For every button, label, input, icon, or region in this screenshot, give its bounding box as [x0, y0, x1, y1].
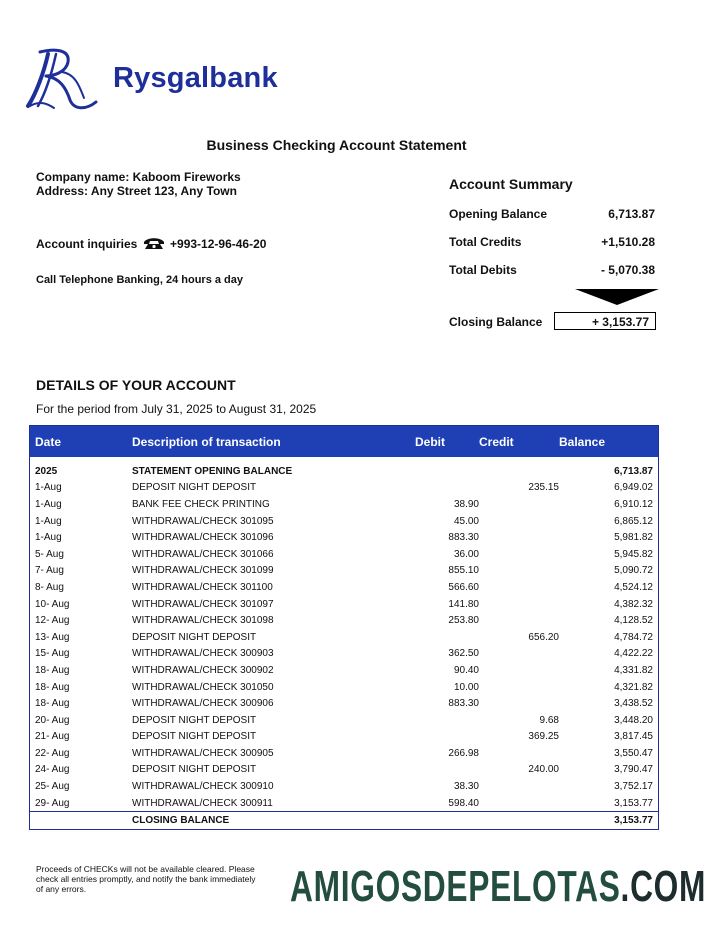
- row-debit: 253.80: [448, 615, 479, 627]
- watermark-main: AMIGOSDEPELOTAS: [290, 862, 621, 911]
- row-date: 20- Aug: [35, 714, 70, 726]
- account-summary-title: Account Summary: [449, 176, 573, 192]
- row-credit: [479, 795, 559, 812]
- table-row: [30, 612, 659, 629]
- row-debit: 362.50: [448, 648, 479, 660]
- row-description: WITHDRAWAL/CHECK 300906: [132, 698, 274, 710]
- row-description: DEPOSIT NIGHT DEPOSIT: [132, 731, 257, 743]
- closing-balance-value: + 3,153.77: [554, 312, 656, 330]
- watermark-suffix: .COM: [620, 862, 706, 911]
- row-date: 18- Aug: [35, 681, 70, 693]
- row-date: 5- Aug: [35, 548, 64, 560]
- table-row: [30, 563, 659, 580]
- row-credit: [479, 662, 559, 679]
- row-debit: 38.90: [453, 498, 479, 510]
- row-date: 22- Aug: [35, 747, 70, 759]
- row-credit: [479, 679, 559, 696]
- row-description: WITHDRAWAL/CHECK 301096: [132, 532, 274, 544]
- statement-title: Business Checking Account Statement: [206, 137, 467, 153]
- header-debit: Debit: [415, 426, 479, 458]
- row-debit: [415, 629, 479, 646]
- row-date: 1-Aug: [35, 482, 62, 494]
- row-date: 2025: [35, 465, 58, 477]
- bank-name: Rysgalbank: [113, 62, 278, 94]
- footnote: Proceeds of CHECKs will not be available cleared. Please check all entries promptly, and notify the bank immediately of any errors.: [36, 864, 256, 894]
- total-debits-label: Total Debits: [449, 263, 517, 277]
- bank-logo-icon: [26, 48, 102, 112]
- row-credit: [479, 812, 559, 830]
- table-row: [30, 762, 659, 779]
- row-credit: [479, 529, 559, 546]
- telebanking-note: Call Telephone Banking, 24 hours a day: [36, 274, 244, 286]
- row-description: DEPOSIT NIGHT DEPOSIT: [132, 764, 257, 776]
- row-description: WITHDRAWAL/CHECK 301099: [132, 565, 274, 577]
- table-header-row: [30, 426, 659, 458]
- row-description: DEPOSIT NIGHT DEPOSIT: [132, 482, 257, 494]
- row-description: WITHDRAWAL/CHECK 300910: [132, 781, 274, 793]
- row-debit: [415, 729, 479, 746]
- closing-balance-row: [30, 812, 659, 830]
- table-row: [30, 795, 659, 812]
- row-credit: [479, 778, 559, 795]
- row-description: CLOSING BALANCE: [132, 812, 415, 830]
- row-debit: 566.60: [448, 581, 479, 593]
- row-date: 7- Aug: [35, 565, 64, 577]
- row-date: 12- Aug: [35, 615, 70, 627]
- row-balance: 5,945.82: [614, 548, 653, 560]
- row-balance: 3,550.47: [614, 747, 653, 759]
- statement-period: For the period from July 31, 2025 to August 31, 2025: [36, 402, 317, 416]
- table-row: [30, 646, 659, 663]
- table-row: [30, 662, 659, 679]
- row-description: WITHDRAWAL/CHECK 300905: [132, 747, 274, 759]
- row-debit: 38.30: [453, 781, 479, 793]
- row-debit: 10.00: [453, 681, 479, 693]
- table-row: [30, 546, 659, 563]
- table-row: [30, 778, 659, 795]
- row-balance: 3,438.52: [614, 698, 653, 710]
- row-balance: 3,153.77: [614, 797, 653, 809]
- total-credits-label: Total Credits: [449, 235, 522, 249]
- row-description: WITHDRAWAL/CHECK 300902: [132, 664, 274, 676]
- row-date: 18- Aug: [35, 664, 70, 676]
- row-description: WITHDRAWAL/CHECK 300903: [132, 648, 274, 660]
- row-description: DEPOSIT NIGHT DEPOSIT: [132, 631, 257, 643]
- row-date: 21- Aug: [35, 731, 70, 743]
- row-balance: 4,524.12: [614, 581, 653, 593]
- table-row: [30, 629, 659, 646]
- row-description: STATEMENT OPENING BALANCE: [132, 465, 293, 477]
- table-row: [30, 695, 659, 712]
- row-balance: 3,448.20: [614, 714, 653, 726]
- row-date: 8- Aug: [35, 581, 64, 593]
- row-description: DEPOSIT NIGHT DEPOSIT: [132, 714, 257, 726]
- opening-balance-value: 6,713.87: [608, 207, 655, 221]
- row-balance: 3,817.45: [614, 731, 653, 743]
- table-row: [30, 679, 659, 696]
- row-date: 15- Aug: [35, 648, 70, 660]
- row-balance: 6,910.12: [614, 498, 653, 510]
- table-row: [30, 496, 659, 513]
- row-credit: [479, 563, 559, 580]
- total-debits-value: - 5,070.38: [600, 263, 655, 277]
- row-credit: 369.25: [528, 731, 559, 743]
- row-balance: 5,090.72: [614, 565, 653, 577]
- row-credit: 9.68: [539, 714, 559, 726]
- row-description: WITHDRAWAL/CHECK 301095: [132, 515, 274, 527]
- row-description: WITHDRAWAL/CHECK 301050: [132, 681, 274, 693]
- details-title: DETAILS OF YOUR ACCOUNT: [36, 377, 236, 393]
- row-credit: 656.20: [528, 631, 559, 643]
- watermark: [290, 862, 706, 912]
- row-balance: 3,153.77: [559, 812, 659, 830]
- row-debit: 36.00: [453, 548, 479, 560]
- row-balance: 6,713.87: [614, 465, 653, 477]
- table-row: [30, 529, 659, 546]
- row-balance: 6,865.12: [614, 515, 653, 527]
- row-description: WITHDRAWAL/CHECK 301066: [132, 548, 274, 560]
- row-description: WITHDRAWAL/CHECK 301100: [132, 581, 273, 593]
- total-credits-value: +1,510.28: [601, 235, 655, 249]
- row-credit: [479, 596, 559, 613]
- header-credit: Credit: [479, 426, 559, 458]
- row-date: 1-Aug: [35, 498, 62, 510]
- row-credit: [479, 496, 559, 513]
- row-balance: 4,784.72: [614, 631, 653, 643]
- row-date: 1-Aug: [35, 515, 62, 527]
- row-debit: 141.80: [448, 598, 479, 610]
- row-date: [30, 812, 133, 830]
- closing-balance-label: Closing Balance: [449, 315, 543, 329]
- row-date: 13- Aug: [35, 631, 70, 643]
- row-date: 29- Aug: [35, 797, 70, 809]
- table-row: [30, 579, 659, 596]
- row-description: WITHDRAWAL/CHECK 301097: [132, 598, 274, 610]
- row-balance: 5,981.82: [614, 532, 653, 544]
- row-debit: 883.30: [448, 698, 479, 710]
- row-debit: 45.00: [453, 515, 479, 527]
- company-name: Company name: Kaboom Fireworks: [36, 170, 241, 184]
- header-date: Date: [30, 426, 133, 458]
- row-debit: [415, 480, 479, 497]
- table-row: [30, 480, 659, 497]
- row-debit: [415, 712, 479, 729]
- row-date: 1-Aug: [35, 532, 62, 544]
- row-description: WITHDRAWAL/CHECK 301098: [132, 615, 274, 627]
- telephone-icon: [143, 237, 165, 253]
- row-debit: [415, 457, 479, 480]
- row-credit: [479, 695, 559, 712]
- row-balance: 4,331.82: [614, 664, 653, 676]
- row-debit: 883.30: [448, 532, 479, 544]
- inquiries-label: Account inquiries: [36, 237, 138, 251]
- row-debit: [415, 762, 479, 779]
- row-description: WITHDRAWAL/CHECK 300911: [132, 797, 273, 809]
- row-debit: 855.10: [448, 565, 479, 577]
- row-date: 24- Aug: [35, 764, 70, 776]
- row-balance: 4,128.52: [614, 615, 653, 627]
- row-credit: 235.15: [528, 482, 559, 494]
- row-credit: [479, 513, 559, 530]
- company-address: Address: Any Street 123, Any Town: [36, 184, 237, 198]
- opening-balance-label: Opening Balance: [449, 207, 548, 221]
- row-credit: 240.00: [528, 764, 559, 776]
- row-balance: 4,382.32: [614, 598, 653, 610]
- row-balance: 4,422.22: [614, 648, 653, 660]
- transactions-table: [29, 425, 659, 830]
- row-date: 18- Aug: [35, 698, 70, 710]
- table-row: [30, 596, 659, 613]
- row-credit: [479, 457, 559, 480]
- row-credit: [479, 546, 559, 563]
- opening-balance-row: [30, 457, 659, 480]
- table-row: [30, 513, 659, 530]
- account-inquiries: [36, 237, 266, 253]
- row-balance: 3,752.17: [614, 781, 653, 793]
- row-credit: [479, 612, 559, 629]
- table-row: [30, 745, 659, 762]
- row-credit: [479, 646, 559, 663]
- table-row: [30, 729, 659, 746]
- row-credit: [479, 745, 559, 762]
- row-credit: [479, 579, 559, 596]
- header-description: Description of transaction: [132, 426, 415, 458]
- row-debit: 266.98: [448, 747, 479, 759]
- row-balance: 6,949.02: [614, 482, 653, 494]
- down-arrow-icon: [575, 289, 659, 305]
- header-balance: Balance: [559, 426, 659, 458]
- row-description: BANK FEE CHECK PRINTING: [132, 498, 270, 510]
- row-balance: 3,790.47: [614, 764, 653, 776]
- table-row: [30, 712, 659, 729]
- row-debit: [415, 812, 479, 830]
- row-debit: 598.40: [448, 797, 479, 809]
- row-debit: 90.40: [453, 664, 479, 676]
- row-date: 10- Aug: [35, 598, 70, 610]
- row-date: 25- Aug: [35, 781, 70, 793]
- row-balance: 4,321.82: [614, 681, 653, 693]
- phone-number: +993-12-96-46-20: [170, 237, 267, 251]
